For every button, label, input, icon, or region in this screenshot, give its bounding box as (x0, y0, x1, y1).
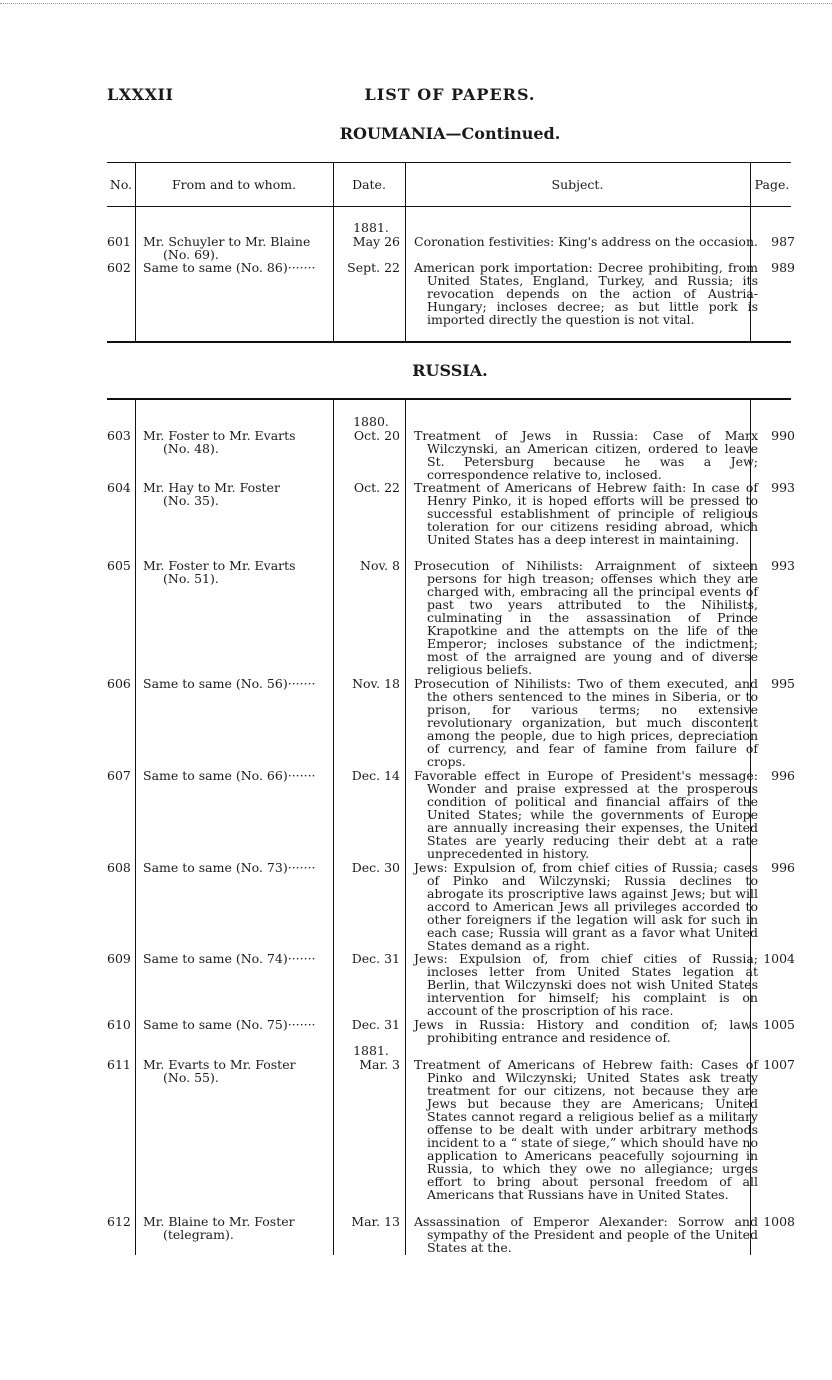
section-title-russia: RUSSIA. (412, 361, 488, 380)
paper-subject: Jews: Expulsion of, from chief cities of Russia; incloses letter from United States legation at Berlin, that Wilczynski does not wish United States intervention for himself; his complaint is on account of the proscription of his race. (414, 951, 758, 1018)
column-divider (135, 398, 136, 1255)
table-rule (107, 398, 791, 400)
paper-number: 605 (107, 558, 131, 573)
paper-number: 611 (107, 1057, 131, 1072)
paper-page: 987 (771, 234, 795, 249)
paper-number: 608 (107, 860, 131, 875)
column-divider (333, 398, 334, 1255)
paper-date: Oct. 20 (353, 428, 400, 443)
paper-date: Mar. 3 (359, 1057, 400, 1072)
paper-page: 996 (771, 768, 795, 783)
paper-from-to: Mr. Schuyler to Mr. Blaine (No. 69). (143, 234, 311, 262)
paper-subject: Favorable effect in Europe of President's message: Wonder and praise expressed at the prosperous condition of political and financial affairs of the United States; while the governments of Europe are annually increasing their expenses, the United States are yearly reducing their debt at a rate unprecedented in history. (414, 768, 758, 861)
paper-page: 1008 (763, 1214, 795, 1229)
paper-number: 606 (107, 676, 131, 691)
paper-date: May 26 (352, 234, 400, 249)
paper-date: Dec. 14 (351, 768, 400, 783)
paper-from-to: Mr. Foster to Mr. Evarts (No. 48). (143, 428, 296, 456)
paper-from-to: Same to same (No. 75)······· (143, 1017, 316, 1032)
paper-from-to: Mr. Foster to Mr. Evarts (No. 51). (143, 558, 296, 586)
paper-date: Sept. 22 (347, 260, 400, 275)
paper-page: 1007 (763, 1057, 795, 1072)
paper-from-to: Same to same (No. 74)······· (143, 951, 316, 966)
paper-from-to: Same to same (No. 56)······· (143, 676, 316, 691)
table-rule (107, 341, 791, 343)
paper-subject: Assassination of Emperor Alexander: Sorrow and sympathy of the President and people of the United States at the. (414, 1214, 758, 1255)
paper-from-to: Mr. Blaine to Mr. Foster (telegram). (143, 1214, 295, 1242)
paper-from-to: Mr. Evarts to Mr. Foster (No. 55). (143, 1057, 296, 1085)
paper-page: 993 (771, 558, 795, 573)
paper-subject: Jews in Russia: History and condition of; laws prohibiting entrance and residence of. (414, 1017, 758, 1045)
paper-number: 601 (107, 234, 131, 249)
column-divider (405, 398, 406, 1255)
paper-page: 995 (771, 676, 795, 691)
scan-edge (0, 3, 832, 4)
paper-date: Dec. 30 (351, 860, 400, 875)
column-header-no: No. (109, 177, 133, 192)
column-header-from: From and to whom. (171, 177, 297, 192)
paper-number: 604 (107, 480, 131, 495)
year-label: 1881. (353, 1043, 389, 1058)
paper-number: 609 (107, 951, 131, 966)
table-rule (107, 206, 791, 207)
paper-page: 1004 (763, 951, 795, 966)
paper-date: Nov. 8 (360, 558, 400, 573)
paper-date: Dec. 31 (351, 951, 400, 966)
paper-from-to: Same to same (No. 86)······· (143, 260, 316, 275)
paper-number: 612 (107, 1214, 131, 1229)
paper-number: 603 (107, 428, 131, 443)
paper-subject: Prosecution of Nihilists: Arraignment of sixteen persons for high treason; offenses which they are charged with, embracing all the principal events of past two years attributed to the Nihilists, culminating in the assassination of Prince Krapotkine and the attempts on the life of the Emperor; incloses substance of the indictment; most of the arraigned are young and of diverse religious beliefs. (414, 558, 758, 677)
section-title-roumania: ROUMANIA—Continued. (339, 124, 561, 143)
paper-subject: Treatment of Jews in Russia: Case of Marx Wilczynski, an American citizen, ordered to leave St. Petersburg because he was a Jew; correspondence relative to, inclosed. (414, 428, 758, 482)
paper-number: 607 (107, 768, 131, 783)
running-title: LIST OF PAPERS. (364, 85, 536, 104)
paper-subject: Prosecution of Nihilists: Two of them executed, and the others sentenced to the mines in Siberia, or to prison, for various terms; no extensive revolutionary organization, but much discontent among the people, due to high prices, depreciation of currency, and fear of famine from failure of crops. (414, 676, 758, 769)
paper-date: Dec. 31 (351, 1017, 400, 1032)
paper-date: Mar. 13 (351, 1214, 400, 1229)
paper-subject: Treatment of Americans of Hebrew faith: In case of Henry Pinko, it is hoped efforts will be pressed to successful establishment of principle of religious toleration for our citizens residing abroad, which United States has a deep interest in maintaining. (414, 480, 758, 547)
paper-from-to: Same to same (No. 66)······· (143, 768, 316, 783)
paper-subject: Treatment of Americans of Hebrew faith: Cases of Pinko and Wilczynski; United States ask treaty treatment for our citizens, not because they are Jews but because they are Americans; United States cannot regard a religious belief as a military offense to be dealt with under arbitrary methods incident to a “ state of siege,” which should have no application to Americans peacefully sojourning in Russia, to which they owe no allegiance; urges effort to bring about personal freedom of all Americans that Russians have in United States. (414, 1057, 758, 1202)
paper-page: 996 (771, 860, 795, 875)
year-label: 1880. (353, 414, 389, 429)
paper-page: 993 (771, 480, 795, 495)
column-header-date: Date. (352, 177, 386, 192)
table-rule (107, 162, 791, 163)
paper-page: 989 (771, 260, 795, 275)
paper-subject: Jews: Expulsion of, from chief cities of Russia; cases of Pinko and Wilczynski; Russia declines to abrogate its proscriptive laws against Jews; but will accord to American Jews all privileges accorded to other foreigners if the legation will ask for such in each case; Russia will grant as a favor what United States demand as a right. (414, 860, 758, 953)
paper-from-to: Same to same (No. 73)······· (143, 860, 316, 875)
paper-date: Nov. 18 (352, 676, 400, 691)
page-folio: LXXXII (107, 85, 174, 104)
paper-number: 602 (107, 260, 131, 275)
column-header-subject: Subject. (551, 177, 604, 192)
paper-date: Oct. 22 (353, 480, 400, 495)
paper-page: 990 (771, 428, 795, 443)
paper-page: 1005 (763, 1017, 795, 1032)
year-label: 1881. (353, 220, 389, 235)
paper-number: 610 (107, 1017, 131, 1032)
column-header-page: Page. (754, 177, 790, 192)
paper-subject: Coronation festivities: King's address on the occasion. (414, 234, 758, 249)
paper-from-to: Mr. Hay to Mr. Foster (No. 35). (143, 480, 280, 508)
paper-subject: American pork importation: Decree prohibiting, from United States, England, Turkey, and Russia; its revocation depends on the action of Austria-Hungary; incloses decree; as but little pork is imported directly the question is not vital. (414, 260, 758, 327)
